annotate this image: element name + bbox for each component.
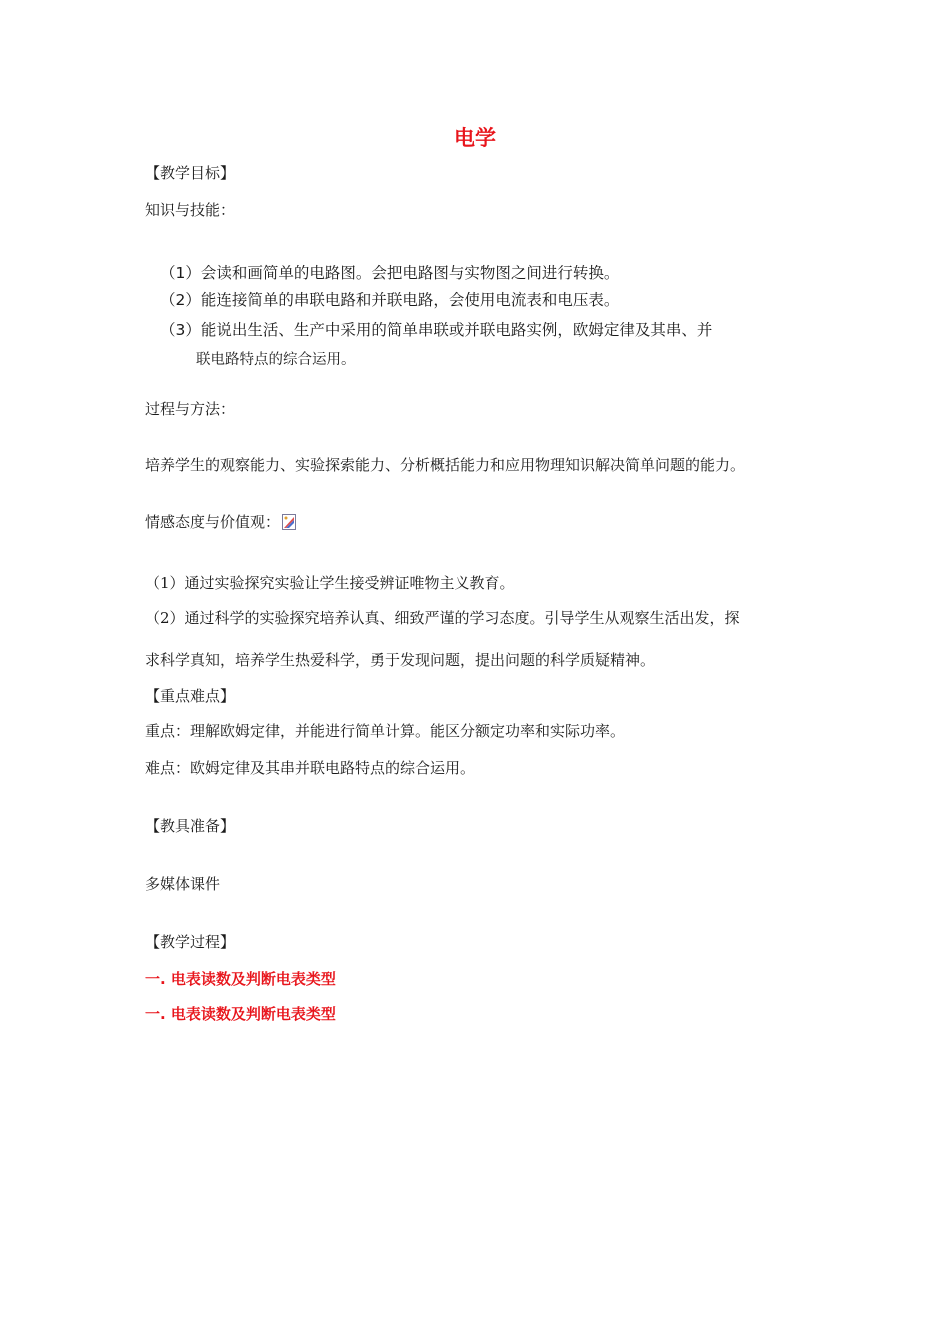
emotion-heading: 情感态度与价值观： [145,513,281,531]
knowledge-item-1: （1）会读和画简单的电路图。会把电路图与实物图之间进行转换。 [160,264,620,282]
teaching-process-heading: 【教学过程】 [145,933,236,951]
process-heading: 过程与方法： [145,400,236,418]
objectives-heading: 【教学目标】 [145,164,236,182]
emotion-heading-line [145,512,296,532]
knowledge-item-3-cont: 联电路特点的综合运用。 [196,352,356,368]
emotion-item-1: （1）通过实验探究实验让学生接受辨证唯物主义教育。 [145,574,515,592]
part-one-heading-a: 一. 电表读数及判断电表类型 [145,970,336,988]
part-one-heading-b: 一. 电表读数及判断电表类型 [145,1005,336,1023]
knowledge-item-3: （3）能说出生活、生产中采用的简单串联或并联电路实例，欧姆定律及其串、并 [160,321,713,339]
key-point: 重点：理解欧姆定律，并能进行简单计算。能区分额定功率和实际功率。 [145,722,626,740]
small-image-icon [282,514,296,530]
emotion-item-2: （2）通过科学的实验探究培养认真、细致严谨的学习态度。引导学生从观察生活出发，探 [145,609,740,627]
difficult-point: 难点：欧姆定律及其串并联电路特点的综合运用。 [145,759,476,777]
page-title: 电学 [454,126,496,150]
tools-text: 多媒体课件 [145,875,221,893]
key-heading: 【重点难点】 [145,687,236,705]
knowledge-item-2: （2）能连接简单的串联电路和并联电路，会使用电流表和电压表。 [160,291,620,309]
tools-heading: 【教具准备】 [145,817,236,835]
emotion-item-2-cont: 求科学真知，培养学生热爱科学，勇于发现问题，提出问题的科学质疑精神。 [145,651,656,669]
process-text: 培养学生的观察能力、实验探索能力、分析概括能力和应用物理知识解决简单问题的能力。 [145,456,746,474]
knowledge-heading: 知识与技能： [145,201,236,219]
